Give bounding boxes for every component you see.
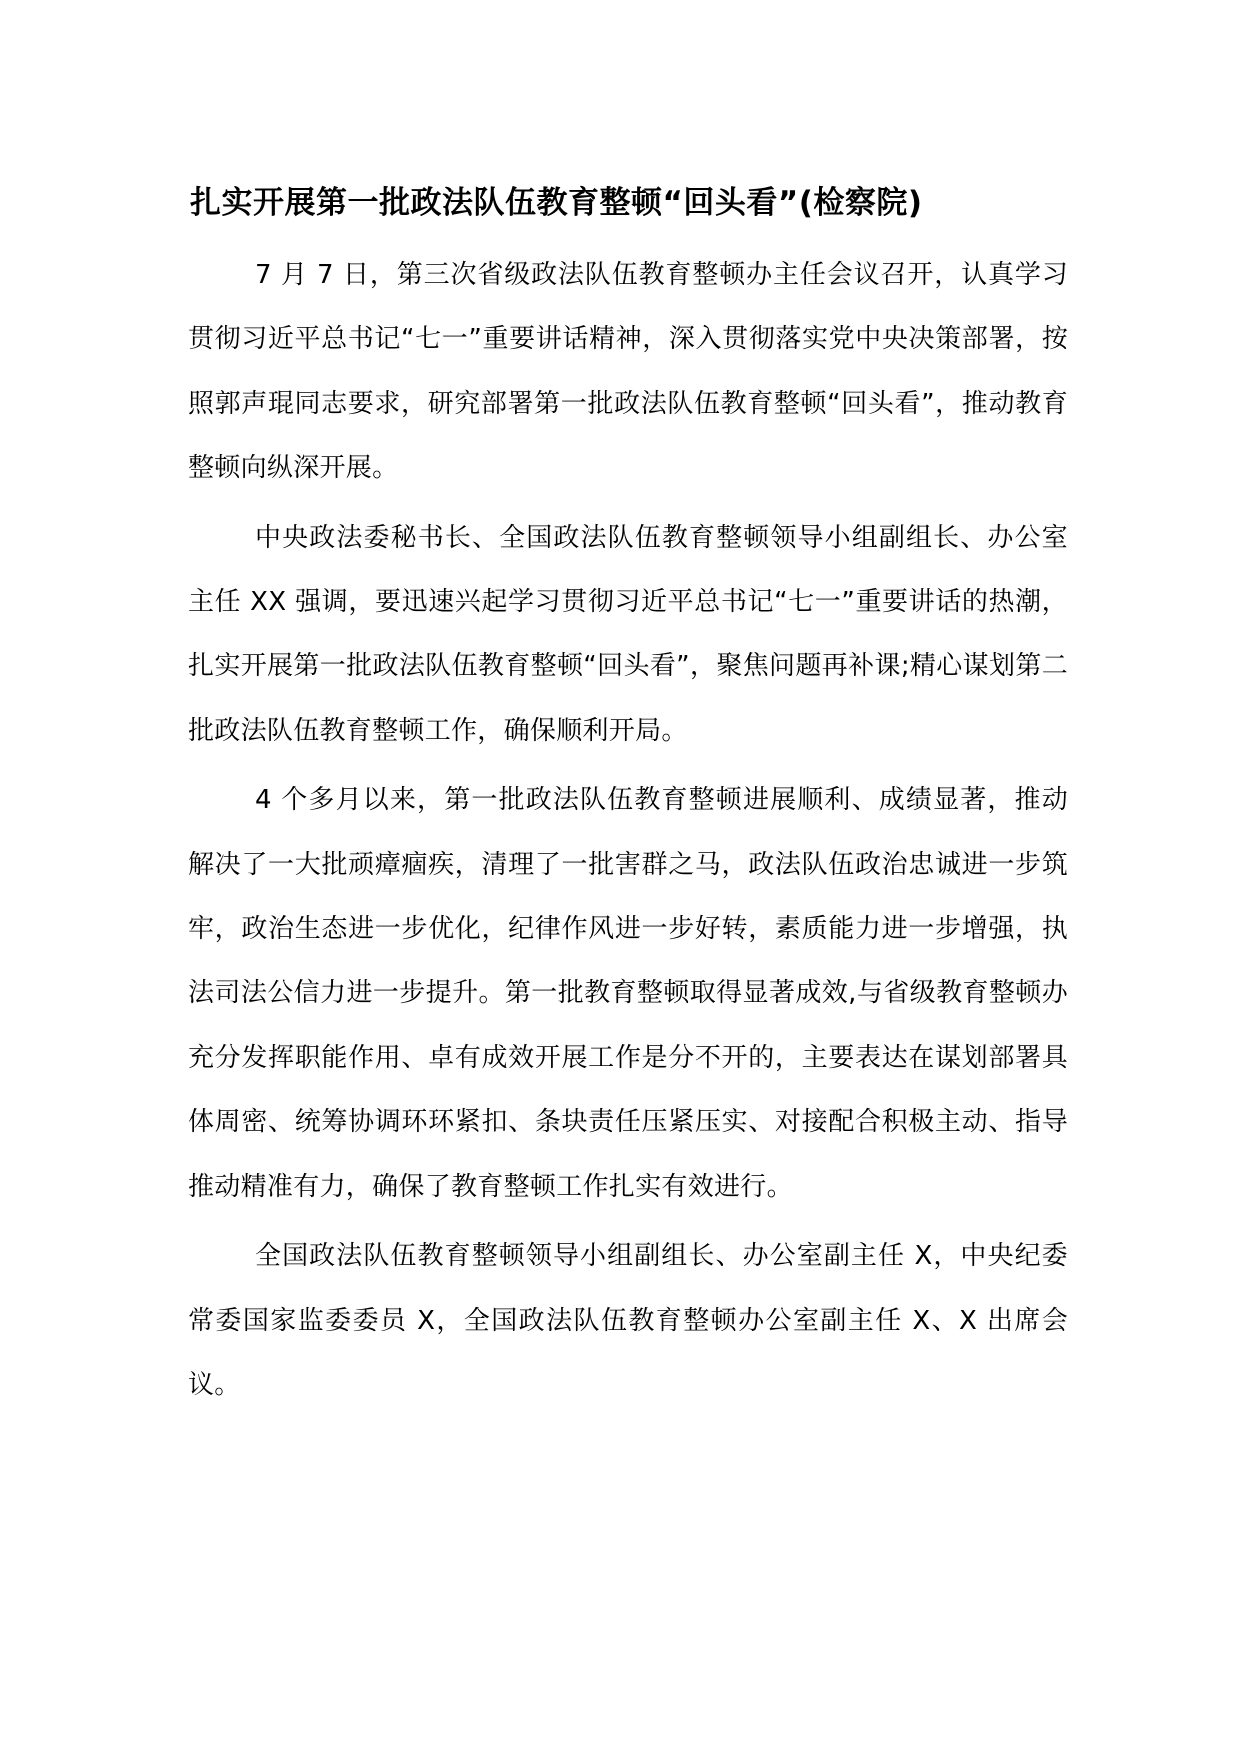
- paragraph-3: 4 个多月以来，第一批政法队伍教育整顿进展顺利、成绩显著，推动解决了一大批顽瘴痼疾，清理了一批害群之马，政法队伍政治忠诚进一步筑牢，政治生态进一步优化，纪律作风进一步好转，素质能力进一步增强，执法司法公信力进一步提升。第一批教育整顿取得显著成效,与省级教育整顿办充分发挥职能作用、卓有成效开展工作是分不开的，主要表达在谋划部署具体周密、统筹协调环环紧扣、条块责任压紧压实、对接配合积极主动、指导推动精准有力，确保了教育整顿工作扎实有效进行。: [188, 785, 1068, 1202]
- paragraph-2: 中央政法委秘书长、全国政法队伍教育整顿领导小组副组长、办公室主任 XX 强调，要迅速兴起学习贯彻习近平总书记“七一”重要讲话的热潮，扎实开展第一批政法队伍教育整顿“回头看”，聚焦问题再补课;精心谋划第二批政法队伍教育整顿工作，确保顺利开局。: [188, 522, 1068, 746]
- paragraph-1: 7 月 7 日，第三次省级政法队伍教育整顿办主任会议召开，认真学习贯彻习近平总书记“七一”重要讲话精神，深入贯彻落实党中央决策部署，按照郭声琨同志要求，研究部署第一批政法队伍教育整顿“回头看”，推动教育整顿向纵深开展。: [188, 260, 1068, 484]
- paragraph-4: 全国政法队伍教育整顿领导小组副组长、办公室副主任 X，中央纪委常委国家监委委员 X，全国政法队伍教育整顿办公室副主任 X、X 出席会议。: [188, 1241, 1068, 1400]
- document-title: 扎实开展第一批政法队伍教育整顿“回头看”(检察院): [190, 185, 923, 221]
- document-body: [188, 243, 1068, 1417]
